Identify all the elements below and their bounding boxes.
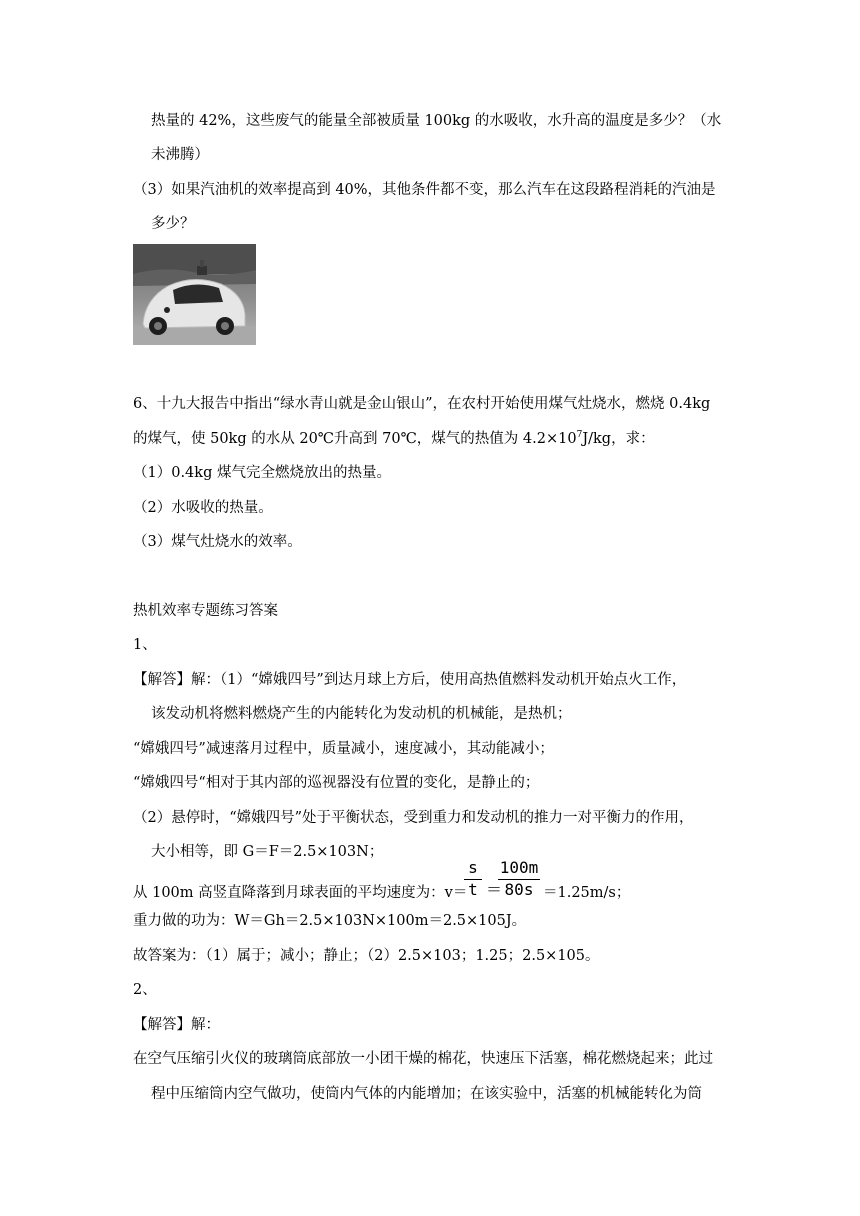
question-6-line-1: 6、十九大报告中指出“绿水青山就是金山银山”，在农村开始使用煤气灶烧水，燃烧 0.4kg — [133, 396, 711, 412]
question-6-part-1: （1）0.4kg 煤气完全燃烧放出的热量。 — [133, 465, 391, 481]
answer-1-line: 重力做的功为：W＝Gh＝2.5×103N×100m＝2.5×105J。 — [133, 913, 527, 929]
fraction-numerator: s — [468, 858, 478, 877]
answer-2-line: 【解答】解： — [133, 1017, 220, 1033]
text-line: 热量的 42%，这些废气的能量全部被质量 100kg 的水吸收，水升高的温度是多少？（水 — [151, 113, 722, 129]
self-driving-car-image — [133, 244, 256, 345]
fraction-denominator: 80s — [504, 880, 534, 899]
fraction-s-over-t — [464, 858, 482, 902]
answer-1-line: “嫦娥四号“相对于其内部的巡视器没有位置的变化，是静止的； — [133, 775, 540, 791]
answer-1-summary: 故答案为：（1）属于；减小；静止；（2）2.5×103；1.25；2.5×105。 — [133, 948, 600, 964]
velocity-formula-result: ＝1.25m/s； — [543, 885, 631, 901]
fraction-denominator: t — [468, 880, 478, 899]
answer-1-number: 1、 — [133, 637, 157, 653]
text-line: 未沸腾） — [151, 147, 209, 163]
answer-1-line: 大小相等，即 G＝F＝2.5×103N； — [151, 844, 384, 860]
answer-1-line: （2）悬停时，“嫦娥四号”处于平衡状态，受到重力和发动机的推力一对平衡力的作用， — [133, 810, 694, 826]
answers-title: 热机效率专题练习答案 — [133, 603, 278, 619]
question-6-part-3: （3）煤气灶烧水的效率。 — [133, 534, 302, 550]
velocity-formula-prefix: 从 100m 高竖直降落到月球表面的平均速度为：v＝ — [133, 885, 468, 901]
answer-2-line: 在空气压缩引火仪的玻璃筒底部放一小团干燥的棉花，快速压下活塞，棉花燃烧起来；此过 — [133, 1051, 713, 1067]
question-6-line-2: 的煤气，使 50kg 的水从 20℃升高到 70℃，煤气的热值为 $4.2\times 10^7J/kg$，求： — [133, 430, 655, 447]
answer-2-line: 程中压缩筒内空气做功，使筒内气体的内能增加；在该实验中，活塞的机械能转化为筒 — [151, 1086, 702, 1102]
answer-2-number: 2、 — [133, 982, 157, 998]
text-line: （3）如果汽油机的效率提高到 40%，其他条件都不变，那么汽车在这段路程消耗的汽油是 — [133, 182, 716, 198]
equals-sign: ＝ — [486, 880, 503, 899]
fraction-100m-over-80s — [498, 858, 540, 902]
question-6-part-2: （2）水吸收的热量。 — [133, 500, 273, 516]
answer-1-line: 【解答】解：（1）“嫦娥四号”到达月球上方后，使用高热值燃料发动机开始点火工作， — [133, 672, 687, 688]
answer-1-line: 该发动机将燃料燃烧产生的内能转化为发动机的机械能，是热机； — [151, 706, 572, 722]
fraction-numerator: 100m — [499, 858, 539, 877]
text-line: 多少？ — [151, 216, 195, 232]
answer-1-line: “嫦娥四号”减速落月过程中，质量减小，速度减小，其动能减小； — [133, 741, 554, 757]
